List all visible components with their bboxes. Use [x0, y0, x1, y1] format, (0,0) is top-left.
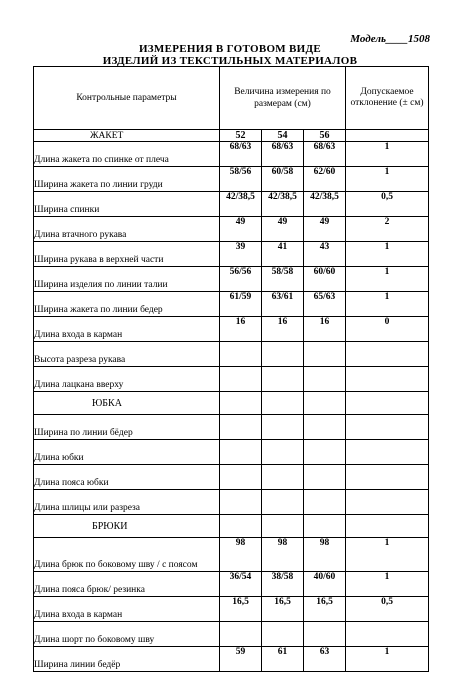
- size-value: [262, 415, 304, 440]
- param-label: Длина втачного рукава: [34, 217, 220, 242]
- table-row: [34, 267, 429, 292]
- document-subtitle: ИЗДЕЛИЙ ИЗ ТЕКСТИЛЬНЫХ МАТЕРИАЛОВ: [102, 55, 358, 67]
- size-value: 60/58: [262, 167, 304, 192]
- size-value: [262, 440, 304, 465]
- size-value: 98: [304, 538, 346, 572]
- table-row: [34, 167, 429, 192]
- param-label: Ширина рукава в верхней части: [34, 242, 220, 267]
- section-skirt-row: [34, 392, 429, 415]
- size-label: 56: [304, 130, 346, 142]
- param-label: Ширина спинки: [34, 192, 220, 217]
- tolerance-value: [346, 415, 429, 440]
- param-label: Длина входа в карман: [34, 317, 220, 342]
- table-row: [34, 538, 429, 572]
- size-value: [220, 490, 262, 515]
- size-label: 52: [220, 130, 262, 142]
- param-label: Ширина по линии бёдер: [34, 415, 220, 440]
- table-row: [34, 622, 429, 647]
- tolerance-value: [346, 367, 429, 392]
- size-value: [220, 415, 262, 440]
- tolerance-value: 0,5: [346, 192, 429, 217]
- size-value: 36/54: [220, 572, 262, 597]
- size-value: 61: [262, 647, 304, 672]
- size-value: 42/38,5: [262, 192, 304, 217]
- section-jacket-row: [34, 130, 429, 142]
- size-value: [262, 342, 304, 367]
- header-param: Контрольные параметры: [34, 67, 220, 130]
- size-label: 54: [262, 130, 304, 142]
- param-label: Длина входа в карман: [34, 597, 220, 622]
- size-value: 58/56: [220, 167, 262, 192]
- table-row: [34, 415, 429, 440]
- tolerance-value: 1: [346, 292, 429, 317]
- tolerance-value: 0: [346, 317, 429, 342]
- tolerance-value: 2: [346, 217, 429, 242]
- tolerance-value: [346, 465, 429, 490]
- size-value: 49: [262, 217, 304, 242]
- section-title: ЮБКА: [34, 392, 220, 415]
- empty-cell: [220, 392, 262, 415]
- table-row: [34, 440, 429, 465]
- param-label: Длина пояса брюк/ резинка: [34, 572, 220, 597]
- size-value: 42/38,5: [220, 192, 262, 217]
- table-row: [34, 142, 429, 167]
- table-row: [34, 192, 429, 217]
- size-value: 68/63: [304, 142, 346, 167]
- table-row: [34, 647, 429, 672]
- size-value: [304, 367, 346, 392]
- size-value: 62/60: [304, 167, 346, 192]
- size-value: 59: [220, 647, 262, 672]
- param-label: Длина жакета по спинке от плеча: [34, 142, 220, 167]
- size-value: 16: [220, 317, 262, 342]
- size-value: [304, 490, 346, 515]
- size-value: 39: [220, 242, 262, 267]
- table-row: [34, 490, 429, 515]
- tolerance-value: 1: [346, 142, 429, 167]
- empty-cell: [304, 392, 346, 415]
- size-value: 16: [304, 317, 346, 342]
- size-value: 16,5: [304, 597, 346, 622]
- size-value: [220, 465, 262, 490]
- tolerance-value: 1: [346, 572, 429, 597]
- tolerance-value: [346, 342, 429, 367]
- size-value: 68/63: [262, 142, 304, 167]
- param-label: Длина пояса юбки: [34, 465, 220, 490]
- tolerance-value: [346, 490, 429, 515]
- size-value: 98: [262, 538, 304, 572]
- size-value: 63/61: [262, 292, 304, 317]
- model-number: Модель____1508: [350, 33, 430, 45]
- size-value: [262, 622, 304, 647]
- document-title: ИЗМЕРЕНИЯ В ГОТОВОМ ВИДЕ: [138, 43, 322, 55]
- size-value: 98: [220, 538, 262, 572]
- param-label: Длина лацкана вверху: [34, 367, 220, 392]
- param-label: Длина шорт по боковому шву: [34, 622, 220, 647]
- size-value: 49: [220, 217, 262, 242]
- table-row: [34, 317, 429, 342]
- tolerance-value: [346, 440, 429, 465]
- header-size: Величина измерения по размерам (см): [220, 67, 346, 130]
- size-value: 68/63: [220, 142, 262, 167]
- param-label: Ширина линии бедёр: [34, 647, 220, 672]
- header-tolerance: Допускаемое отклонение (± см): [346, 67, 429, 130]
- size-value: [304, 342, 346, 367]
- section-title: БРЮКИ: [34, 515, 220, 538]
- size-value: 58/58: [262, 267, 304, 292]
- tolerance-value: 1: [346, 538, 429, 572]
- size-value: [220, 342, 262, 367]
- section-trousers-row: [34, 515, 429, 538]
- table-row: [34, 242, 429, 267]
- param-label: Длина брюк по боковому шву / с поясом: [34, 538, 220, 572]
- size-value: 42/38,5: [304, 192, 346, 217]
- table-row: [34, 597, 429, 622]
- size-value: 16: [262, 317, 304, 342]
- size-value: 49: [304, 217, 346, 242]
- size-value: 38/58: [262, 572, 304, 597]
- size-value: [220, 367, 262, 392]
- empty-cell: [262, 392, 304, 415]
- table-row: [34, 217, 429, 242]
- tolerance-value: 1: [346, 167, 429, 192]
- size-value: 65/63: [304, 292, 346, 317]
- size-value: 60/60: [304, 267, 346, 292]
- param-label: Длина шлицы или разреза: [34, 490, 220, 515]
- empty-cell: [304, 515, 346, 538]
- size-value: 56/56: [220, 267, 262, 292]
- param-label: Длина юбки: [34, 440, 220, 465]
- size-value: [262, 367, 304, 392]
- size-value: 43: [304, 242, 346, 267]
- param-label: Ширина изделия по линии талии: [34, 267, 220, 292]
- tolerance-value: 0,5: [346, 597, 429, 622]
- size-value: [262, 465, 304, 490]
- table-row: [34, 342, 429, 367]
- size-value: 61/59: [220, 292, 262, 317]
- tolerance-value: 1: [346, 267, 429, 292]
- size-value: 40/60: [304, 572, 346, 597]
- size-value: [304, 440, 346, 465]
- tolerance-value: 1: [346, 242, 429, 267]
- empty-cell: [220, 515, 262, 538]
- size-value: 16,5: [220, 597, 262, 622]
- size-value: 16,5: [262, 597, 304, 622]
- size-value: [304, 622, 346, 647]
- param-label: Ширина жакета по линии бедер: [34, 292, 220, 317]
- size-value: [262, 490, 304, 515]
- table-row: [34, 572, 429, 597]
- size-value: 41: [262, 242, 304, 267]
- size-value: [220, 440, 262, 465]
- size-value: [304, 465, 346, 490]
- empty-cell: [262, 515, 304, 538]
- table-row: [34, 465, 429, 490]
- table-row: [34, 367, 429, 392]
- table-header-row: [34, 67, 429, 130]
- size-value: 63: [304, 647, 346, 672]
- empty-cell: [346, 130, 429, 142]
- param-label: Ширина жакета по линии груди: [34, 167, 220, 192]
- empty-cell: [346, 515, 429, 538]
- measurement-table: [33, 66, 429, 672]
- tolerance-value: 1: [346, 647, 429, 672]
- tolerance-value: [346, 622, 429, 647]
- size-value: [220, 622, 262, 647]
- empty-cell: [346, 392, 429, 415]
- param-label: Высота разреза рукава: [34, 342, 220, 367]
- table-row: [34, 292, 429, 317]
- size-value: [304, 415, 346, 440]
- section-title: ЖАКЕТ: [34, 130, 220, 142]
